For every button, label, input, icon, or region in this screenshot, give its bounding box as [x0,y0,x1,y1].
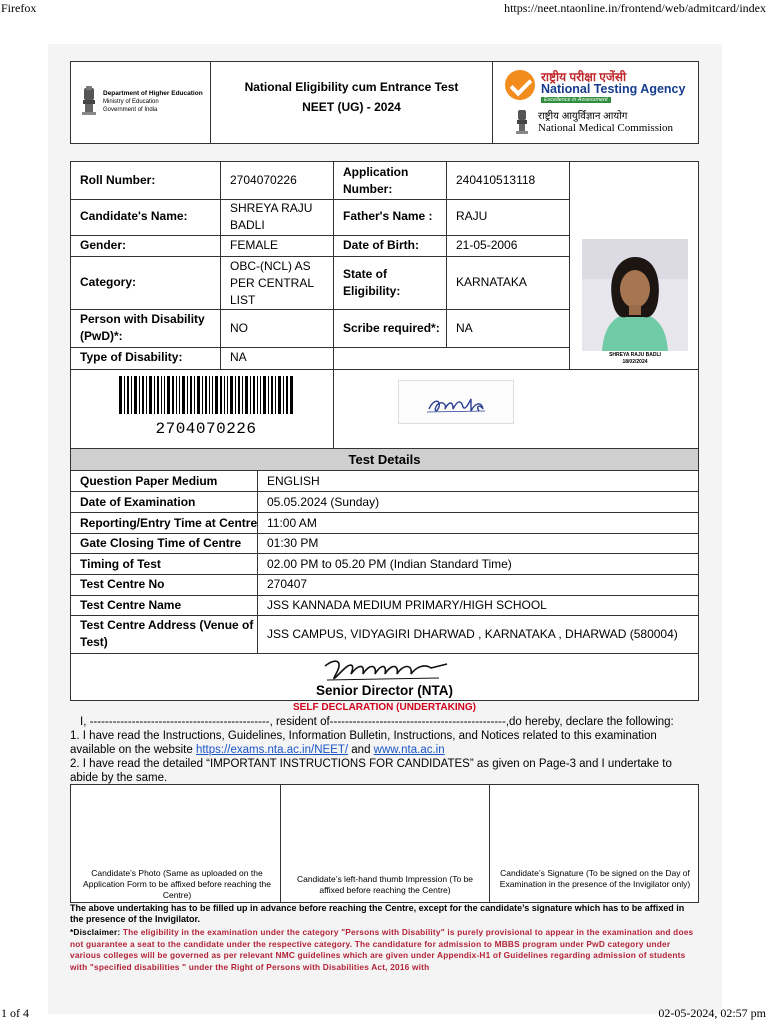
disclaimer-label: *Disclaimer: [70,927,121,937]
declaration-and: and [348,744,374,756]
test-row-value: 11:00 AM [267,516,317,530]
undertaking-note: The above undertaking has to be filled up in advance before reaching the Centre, except for the candidate’s signature which has to be affixed in the presence of the Invigilator. [70,903,685,924]
disclaimer [70,927,699,973]
nmc-emblem-icon [515,108,529,134]
candidate-name-value: SHREYA RAJU BADLI [230,201,313,232]
test-row-value: 270407 [267,577,308,591]
test-row-value: 05.05.2024 (Sunday) [267,495,380,509]
photo-box-caption: Candidate’s Photo (Same as uploaded on the Application Form to be affixed before reaching the Centre) [83,868,271,900]
test-row-value: 01:30 PM [267,536,319,550]
test-row-label: Date of Examination [80,495,196,509]
exam-title: National Eligibility cum Entrance Test [244,80,459,94]
pwd-label: Person with Disability (PwD)*: [80,312,205,343]
nmc-english: National Medical Commission [538,122,674,134]
application-number-label: Application Number: [343,165,409,196]
declaration-title: SELF DECLARATION (UNDERTAKING) [293,702,476,713]
thumb-box-caption: Candidate’s left-hand thumb Impression (To be affixed before reaching the Centre) [296,874,474,895]
declaration-line-2-text: 1. I have read the Instructions, Guidelines, Information Bulletin, Instructions, and Notices related to this examination available on the website [70,730,657,756]
scribe-label: Scribe required*: [343,321,440,335]
test-details-title: Test Details [71,449,698,471]
photo-caption-date: 18/02/2024 [622,359,648,365]
test-row-value: ENGLISH [267,474,320,488]
photo-caption-name: SHREYA RAJU BADLI [609,352,661,358]
test-details-table [70,448,699,701]
candidate-name-label: Candidate's Name: [80,209,188,223]
nta-tagline: Excellence in Assessment [541,97,611,103]
doe-line-2: Ministry of Education [103,99,159,105]
roll-number-label: Roll Number: [80,173,156,187]
exam-title-block [211,62,493,143]
test-row-label: Question Paper Medium [80,474,218,488]
nta-tick-icon [505,70,535,100]
admit-card-header [70,61,699,144]
father-name-value: RAJU [456,209,488,223]
nta-neet-link[interactable]: https://exams.nta.ac.in/NEET/ [195,744,349,756]
father-name-label: Father's Name : [343,209,433,223]
candidate-photo-image [582,239,688,351]
disability-type-value: NA [230,350,247,364]
senior-director-label: Senior Director (NTA) [315,683,453,698]
exam-subtitle: NEET (UG) - 2024 [302,100,401,114]
candidate-signature-image [398,380,514,424]
test-row-value: JSS CAMPUS, VIDYAGIRI DHARWAD , KARNATAKA , DHARWAD (580004) [267,627,678,641]
disclaimer-text: The eligibility in the examination under the category "Persons with Disability" is purely provisional to appear in the examination and does not guarantee a seat to the candidate under the respective category. The candidature for admission to MBBS program under PwD category under various colleges will be governed as per relevant NMC guidelines which are given under Appendix-H1 of Guidelines regarding admission of students with "specified disabilities " under the Right of Persons with Disabilities Act, 2016 with [70,927,694,972]
candidate-signature-scribble [399,381,513,423]
pwd-value: NO [230,321,248,335]
doe-line-3: Government of India [103,107,158,113]
application-number-value: 240410513118 [456,173,536,187]
national-emblem-icon [81,86,97,116]
undertaking-boxes [70,784,699,903]
gender-label: Gender: [80,238,127,252]
state-value: KARNATAKA [456,275,527,289]
candidate-details-table [70,161,699,450]
test-row-label: Test Centre Address (Venue of Test) [80,618,254,649]
disability-type-label: Type of Disability: [80,350,183,364]
test-row-value: 02.00 PM to 05.20 PM (Indian Standard Time) [267,557,512,571]
declaration-line-2 [70,729,699,757]
candidate-photo [582,239,688,365]
test-row-label: Test Centre Name [80,598,182,612]
print-footer-page: 1 of 4 [1,1006,29,1020]
print-header-title: Firefox [1,1,37,15]
print-header [0,1,768,17]
roll-barcode [111,373,301,440]
category-value: OBC-(NCL) AS PER CENTRAL LIST [230,259,314,307]
nta-english: National Testing Agency [541,82,686,96]
declaration-line-1: I, -----------------------------------------------, resident of----------------------------------------------,do hereby, declare the following: [80,716,674,728]
dob-label: Date of Birth: [343,238,419,252]
doe-logo-block [71,62,211,143]
barcode-bars [111,373,301,418]
doe-line-1: Department of Higher Education [103,90,203,97]
dob-value: 21-05-2006 [456,238,518,252]
print-footer-datetime: 02-05-2024, 02:57 pm [658,1006,766,1020]
test-row-label: Reporting/Entry Time at Centre [80,516,258,530]
test-row-label: Timing of Test [80,557,161,571]
print-header-url: https://neet.ntaonline.in/frontend/web/admitcard/index [504,1,766,15]
nmc-hindi: राष्ट्रीय आयुर्विज्ञान आयोग [538,111,628,122]
nta-logo-block [493,62,698,143]
print-footer [0,1006,768,1022]
category-label: Category: [80,275,137,289]
declaration-body [70,715,699,785]
test-row-label: Test Centre No [80,577,165,591]
test-row-label: Gate Closing Time of Centre [80,536,242,550]
nta-hindi: राष्ट्रीय परीक्षा एजेंसी [541,70,627,84]
state-label: State of Eligibility: [343,267,401,298]
scribe-value: NA [456,321,473,335]
test-row-value: JSS KANNADA MEDIUM PRIMARY/HIGH SCHOOL [267,598,547,612]
declaration-line-3: 2. I have read the detailed “IMPORTANT INSTRUCTIONS FOR CANDIDATES” as given on Page-3 and I undertake to abide by the same. [70,758,672,784]
barcode-number: 2704070226 [155,420,257,438]
roll-number-value: 2704070226 [230,173,297,187]
gender-value: FEMALE [230,238,279,252]
signature-box-caption: Candidate’s Signature (To be signed on the Day of Examination in the presence of the Invigilator only) [499,868,691,889]
nta-website-link[interactable]: www.nta.ac.in [373,744,445,756]
